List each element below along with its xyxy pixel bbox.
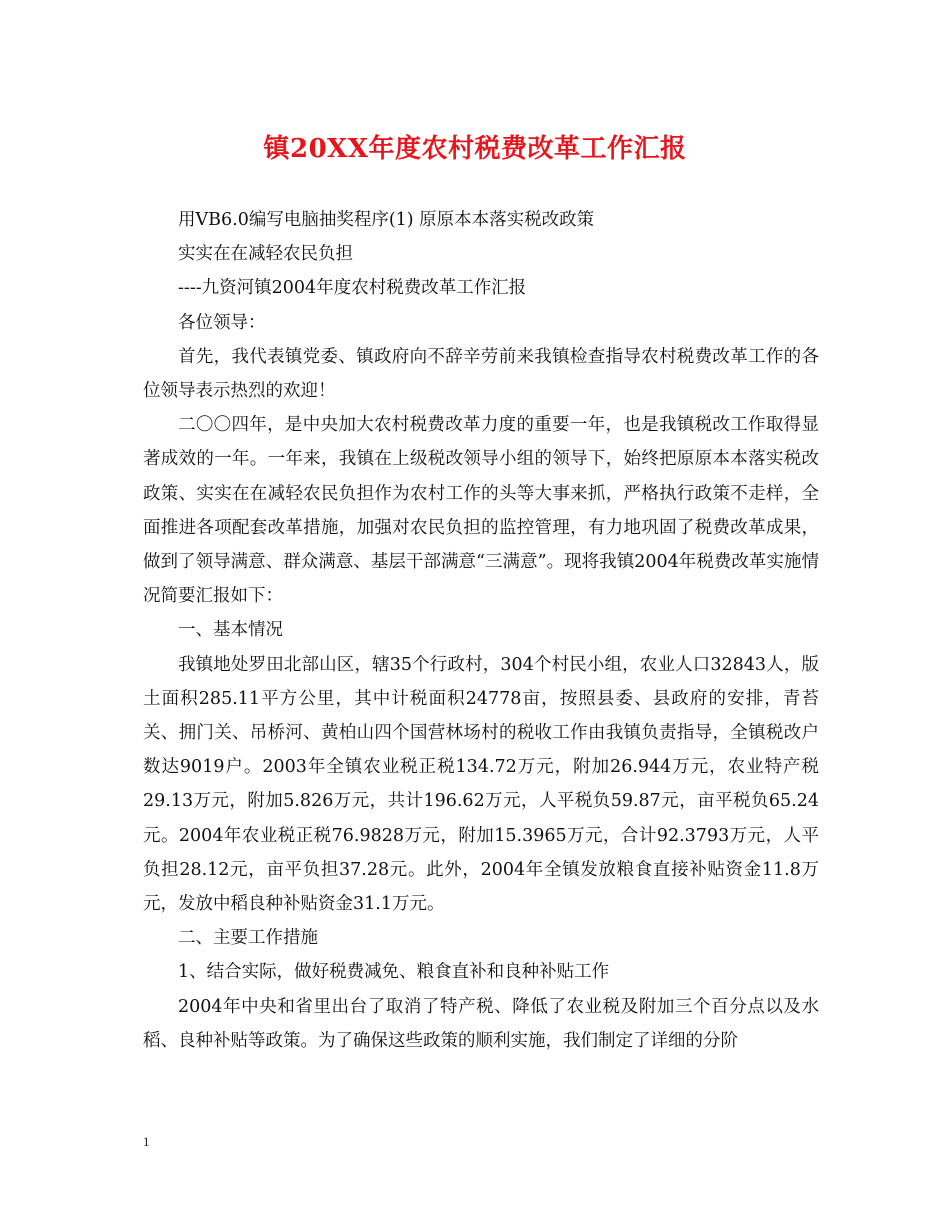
paragraph: ----九资河镇2004年度农村税费改革工作汇报 [178, 278, 527, 299]
paragraph: 各位领导： [178, 312, 266, 333]
subsection-heading: 1、结合实际，做好税费减免、粮食直补和良种补贴工作 [178, 962, 610, 983]
paragraph: 2004年中央和省里出台了取消了特产税、降低了农业税及附加三个百分点以及水稻、良种补贴等政策。为了确保这些政策的顺利实施，我们制定了详细的分阶 [143, 996, 819, 1051]
paragraph: 首先，我代表镇党委、镇政府向不辞辛劳前来我镇检查指导农村税费改革工作的各位领导表示热烈的欢迎！ [143, 346, 819, 402]
document-title: 镇20XX年度农村税费改革工作汇报 [263, 134, 687, 164]
paragraph: 我镇地处罗田北部山区，辖35个行政村，304个村民小组，农业人口32843人，版土面积285.11平方公里，其中计税面积24778亩，按照县委、县政府的安排，青苔关、拥门关、吊桥河、黄柏山四个国营林场村的税收工作由我镇负责指导，全镇税改户数达9019户。2003年全镇农业税正税134.72万元，附加26.944万元，农业特产税29.13万元，附加5.826万元，共计196.62万元，人平税负59.87元，亩平税负65.24元。2004年农业税正税76.9828万元，附加15.3965万元，合计92.3793万元，人平负担28.12元，亩平负担37.28元。此外，2004年全镇发放粮食直接补贴资金11.8万元，发放中稻良种补贴资金31.1万元。 [143, 654, 819, 915]
section-heading: 二、主要工作措施 [178, 928, 318, 949]
page-number: 1 [143, 1134, 150, 1149]
paragraph: 二〇〇四年，是中央加大农村税费改革力度的重要一年，也是我镇税改工作取得显著成效的一年。一年来，我镇在上级税改领导小组的领导下，始终把原原本本落实税改政策、实实在在减轻农民负担作为农村工作的头等大事来抓，严格执行政策不走样，全面推进各项配套改革措施，加强对农民负担的监控管理，有力地巩固了税费改革成果，做到了领导满意、群众满意、基层干部满意“三满意”。现将我镇2004年税费改革实施情况简要汇报如下： [143, 415, 819, 607]
paragraph: 实实在在减轻农民负担 [178, 244, 353, 265]
paragraph: 用VB6.0编写电脑抽奖程序(1) 原原本本落实税改政策 [178, 210, 595, 230]
section-heading: 一、基本情况 [178, 620, 283, 641]
document-body [143, 203, 819, 1058]
